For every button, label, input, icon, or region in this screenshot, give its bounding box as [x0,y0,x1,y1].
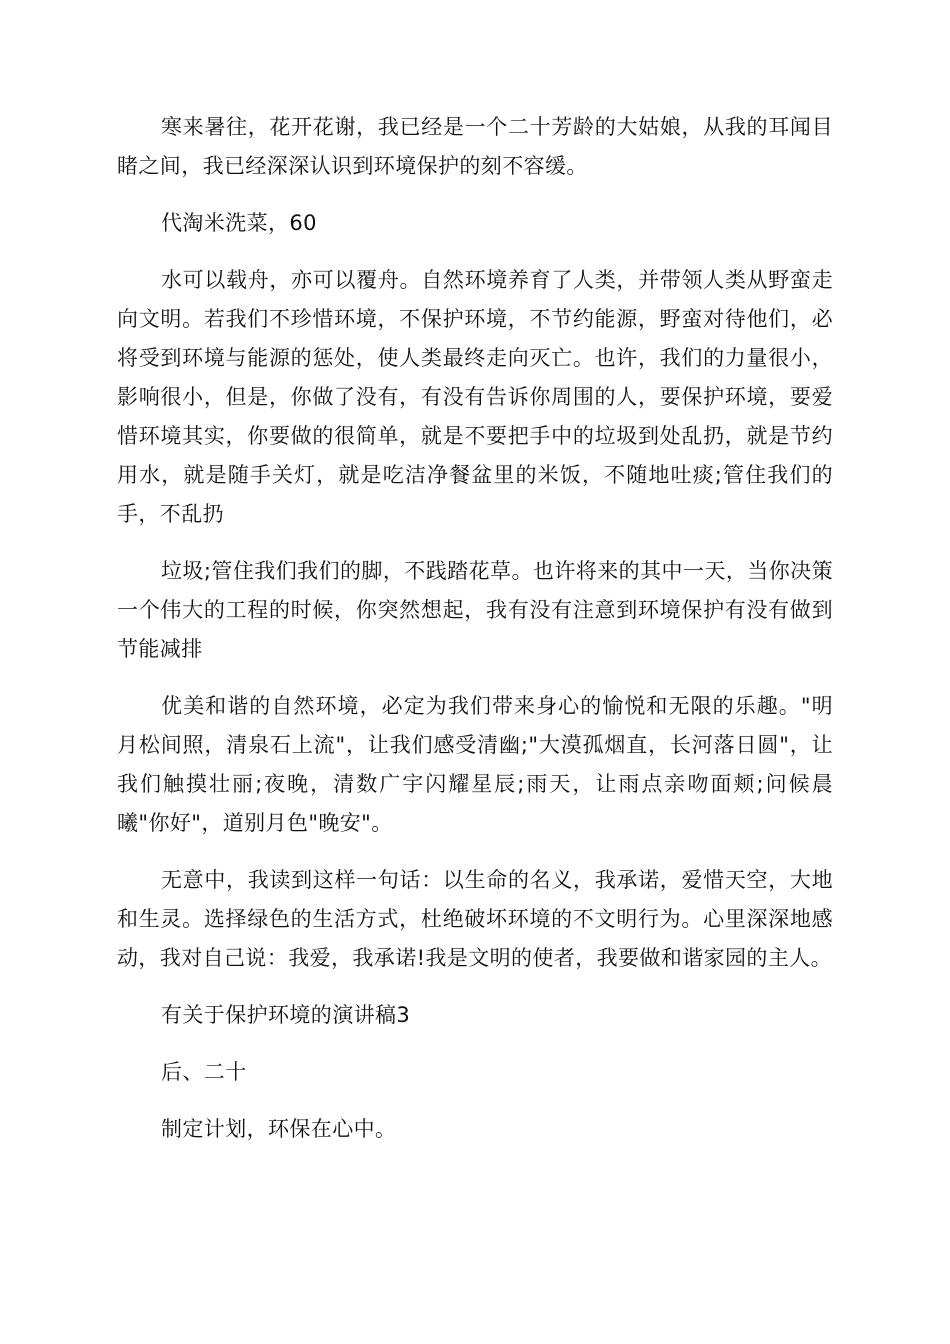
paragraph-3: 水可以载舟，亦可以覆舟。自然环境养育了人类，并带领人类从野蛮走向文明。若我们不珍惜环境，不保护环境，不节约能源，野蛮对待他们，必将受到环境与能源的惩处，使人类最终走向灭亡。也许，我们的力量很小，影响很小，但是，你做了没有，有没有告诉你周围的人，要保护环境，要爱惜环境其实，你要做的很简单，就是不要把手中的垃圾到处乱扔，就是节约用水，就是随手关灯，就是吃洁净餐盆里的米饭，不随地吐痰;管住我们的手，不乱扔 [117,268,833,526]
paragraph-9: 制定计划，环保在心中。 [161,1117,397,1141]
paragraph-4: 垃圾;管住我们我们的脚，不践踏花草。也许将来的其中一天，当你决策一个伟大的工程的时候，你突然想起，我有没有注意到环境保护有没有做到节能减排 [117,559,833,661]
paragraph-6: 无意中，我读到这样一句话：以生命的名义，我承诺，爱惜天空，大地和生灵。选择绿色的生活方式，杜绝破坏环境的不文明行为。心里深深地感动，我对自己说：我爱，我承诺!我是文明的使者，我要做和谐家园的主人。 [117,868,833,970]
paragraph-8: 后、二十 [161,1060,247,1084]
paragraph-5: 优美和谐的自然环境，必定为我们带来身心的愉悦和无限的乐趣。"明月松间照，清泉石上流"，让我们感受清幽;"大漠孤烟直，长河落日圆"，让我们触摸壮丽;夜晚，清数广宇闪耀星辰;雨天，让雨点亲吻面颊;问候晨曦"你好"，道别月色"晚安"。 [117,694,833,835]
paragraph-1: 寒来暑往，花开花谢，我已经是一个二十芳龄的大姑娘，从我的耳闻目睹之间，我已经深深认识到环境保护的刻不容缓。 [117,115,833,178]
section-heading: 有关于保护环境的演讲稿3 [161,1003,411,1027]
document-body [117,108,833,1149]
paragraph-2: 代淘米洗菜，60 [161,211,317,235]
